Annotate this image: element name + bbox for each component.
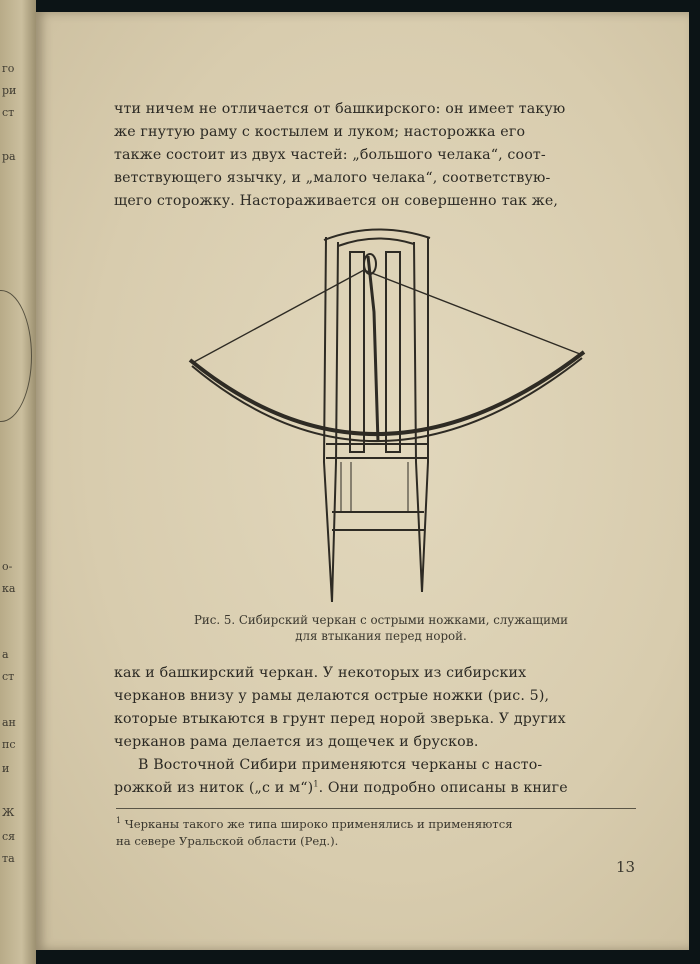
footnote-text: Черканы такого же типа широко применялись и применяются [124,817,513,831]
siberian-trap-illustration [146,212,606,612]
text-segment: рожкой из ниток („с и м“) [114,780,314,796]
text-line-with-footnote [114,777,634,800]
trigger-lever [368,256,378,442]
figure-caption [136,612,626,644]
text-line: чти ничем не отличается от башкирского: он имеет такую [114,101,566,117]
bottom-paragraphs [114,662,634,800]
margin-fragment: ра [2,150,16,163]
margin-fragment: ст [2,106,15,119]
page-number: 13 [616,858,636,876]
footnote-marker: 1 [116,816,122,826]
caption-line: Рис. 5. Сибирский черкан с острыми ножками, служащими [193,613,568,627]
caption-line: для втыкания перед норой. [295,629,467,643]
previous-page-illustration-edge [0,290,32,422]
margin-fragment: ка [2,582,16,595]
margin-fragment: та [2,852,15,865]
margin-fragment: а [2,648,9,661]
margin-fragment: о- [2,560,13,573]
top-paragraph [114,98,634,213]
margin-fragment: ст [2,670,15,683]
text-line: В Восточной Сибири применяются черканы с насто- [138,757,543,773]
margin-fragment: и [2,762,10,775]
text-segment: . Они подробно описаны в книге [318,780,568,796]
footnote-line: на севере Уральской области (Ред.). [116,834,339,848]
margin-fragment: го [2,62,15,75]
footnote [116,816,636,850]
footnote-reference: 1 [313,779,319,789]
frame-left-post [324,237,338,602]
text-line: ветствующего язычку, и „малого челака“, соответствую- [114,170,551,186]
text-line: также состоит из двух частей: „большого челака“, соот- [114,147,546,163]
text-line: черканов внизу у рамы делаются острые ножки (рис. 5), [114,688,550,704]
text-line: же гнутую раму с костылем и луком; насторожка его [114,124,526,140]
margin-fragment: ан [2,716,16,729]
text-line: которые втыкаются в грунт перед норой зверька. У других [114,711,566,727]
footnote-line [116,816,636,833]
text-line: черканов рама делается из дощечек и брусков. [114,734,479,750]
book-page [36,12,689,950]
trigger-slot [350,252,364,452]
text-line: щего сторожку. Настораживается он совершенно так же, [114,193,559,209]
margin-fragment: ри [2,84,17,97]
footnote-divider [116,808,636,809]
margin-fragment: Ж [2,806,15,819]
margin-fragment: ся [2,830,16,843]
margin-fragment: пс [2,738,16,751]
previous-page-edge [0,0,36,964]
text-line: как и башкирский черкан. У некоторых из сибирских [114,665,527,681]
